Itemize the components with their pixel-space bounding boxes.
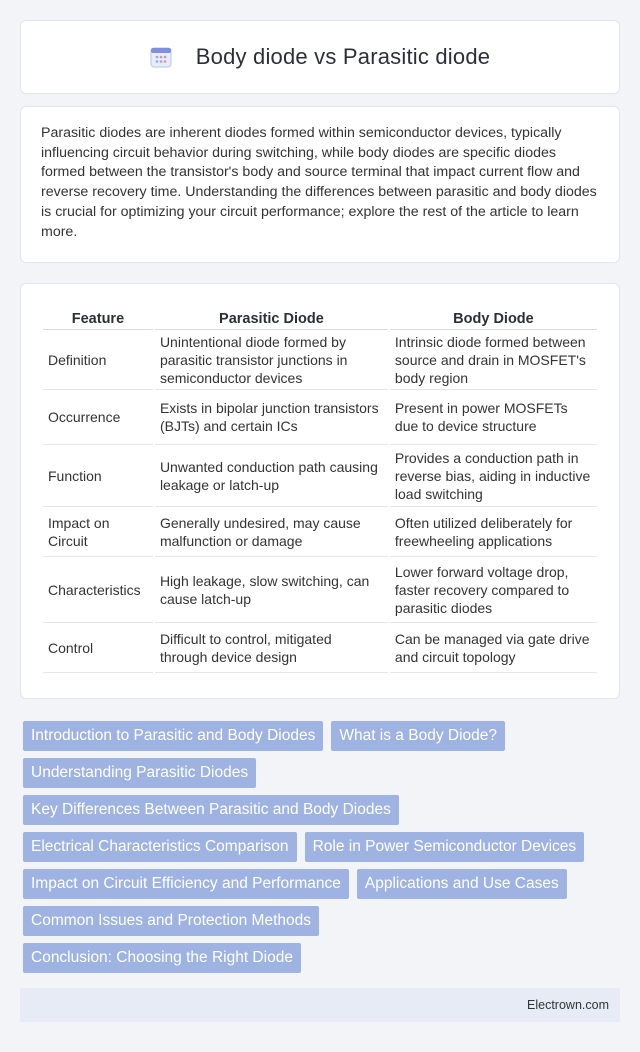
header-parasitic-diode: Parasitic Diode [155,304,388,330]
table-cell-parasitic: Generally undesired, may cause malfunction or damage [155,507,388,557]
toc-link-electrical-characteristics[interactable]: Electrical Characteristics Comparison [23,832,297,862]
toc-links [23,721,623,980]
table-cell-body: Provides a conduction path in reverse bias, aiding in inductive load switching [390,445,597,507]
toc-link-common-issues[interactable]: Common Issues and Protection Methods [23,906,319,936]
toc-link-understanding-parasitic[interactable]: Understanding Parasitic Diodes [23,758,256,788]
table-header-row [43,304,597,330]
toc-link-conclusion[interactable]: Conclusion: Choosing the Right Diode [23,943,301,973]
table-cell-feature: Control [43,623,153,673]
toc-link-impact-on-efficiency[interactable]: Impact on Circuit Efficiency and Performance [23,869,349,899]
intro-card [20,106,620,263]
intro-text: Parasitic diodes are inherent diodes formed within semiconductor devices, typically influencing circuit behavior during switching, while body diodes are specific diodes formed between the transistor's body and source terminal that impact current flow and reverse recovery time. Understanding the differences between parasitic and body diodes is crucial for optimizing your circuit performance; explore the rest of the article to learn more. [41,125,597,240]
table-cell-parasitic: High leakage, slow switching, can cause latch-up [155,557,388,623]
table-row [43,507,597,557]
table-cell-feature: Characteristics [43,557,153,623]
table-cell-feature: Impact on Circuit [43,507,153,557]
table-cell-body: Present in power MOSFETs due to device structure [390,390,597,445]
table-cell-feature: Definition [43,330,153,390]
table-row [43,390,597,445]
footer [20,988,620,1022]
comparison-table-card [20,283,620,699]
table-cell-body: Intrinsic diode formed between source and drain in MOSFET's body region [390,330,597,390]
table-cell-parasitic: Exists in bipolar junction transistors (BJTs) and certain ICs [155,390,388,445]
calendar-icon [150,46,172,68]
table-cell-feature: Function [43,445,153,507]
footer-site[interactable]: Electrown.com [527,998,609,1012]
comparison-table [41,304,599,673]
title-card [20,20,620,94]
toc-link-key-differences[interactable]: Key Differences Between Parasitic and Body Diodes [23,795,399,825]
toc-link-role-in-power-devices[interactable]: Role in Power Semiconductor Devices [305,832,585,862]
table-cell-body: Often utilized deliberately for freewheeling applications [390,507,597,557]
table-cell-parasitic: Unintentional diode formed by parasitic transistor junctions in semiconductor devices [155,330,388,390]
table-row [43,330,597,390]
header-body-diode: Body Diode [390,304,597,330]
toc-link-what-is-body-diode[interactable]: What is a Body Diode? [331,721,505,751]
table-row [43,623,597,673]
table-cell-body: Can be managed via gate drive and circuit topology [390,623,597,673]
table-cell-parasitic: Difficult to control, mitigated through device design [155,623,388,673]
toc-link-introduction[interactable]: Introduction to Parasitic and Body Diodes [23,721,323,751]
table-cell-parasitic: Unwanted conduction path causing leakage or latch-up [155,445,388,507]
toc-link-applications[interactable]: Applications and Use Cases [357,869,567,899]
table-cell-body: Lower forward voltage drop, faster recovery compared to parasitic diodes [390,557,597,623]
page-title: Body diode vs Parasitic diode [195,44,491,69]
table-row [43,445,597,507]
table-cell-feature: Occurrence [43,390,153,445]
header-feature: Feature [43,304,153,330]
table-row [43,557,597,623]
